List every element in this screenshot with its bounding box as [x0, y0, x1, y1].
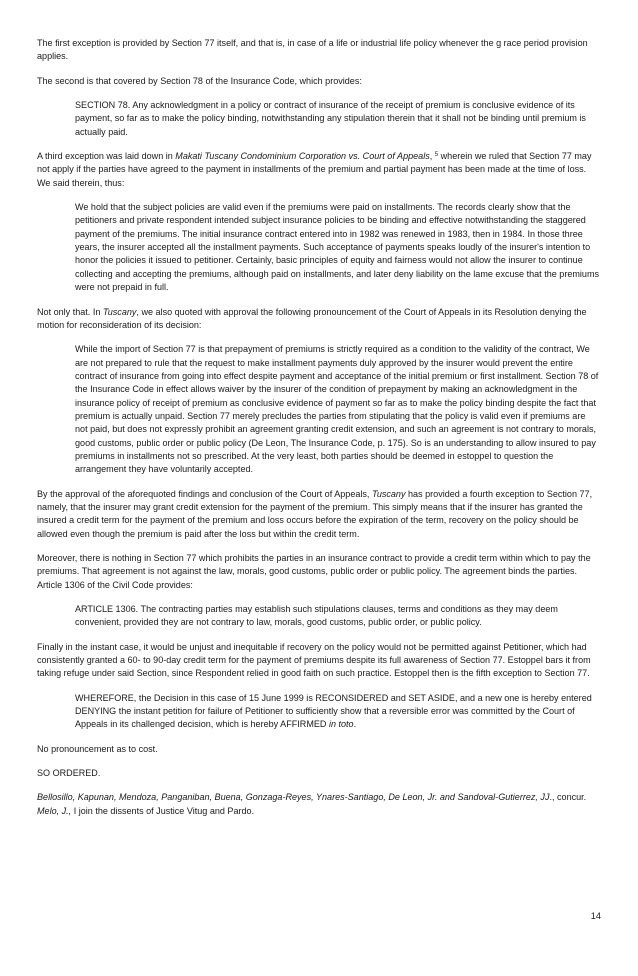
concurring-justices [37, 791, 599, 804]
quote-section-78: SECTION 78. Any acknowledgment in a policy or contract of insurance of the receipt of premium is conclusive evidence of its payment, so far as to make the policy binding, notwithstanding any stipulation therein that it shall not be binding until premium is actually paid. [75, 100, 586, 137]
text-segment: By the approval of the aforequoted findings and conclusion of the Court of Appeals, [37, 488, 372, 499]
paragraph-fourth-exception [37, 488, 599, 541]
dispositive-wherefore [37, 692, 599, 732]
text-segment: . [353, 719, 357, 730]
paragraph-third-exception [37, 150, 599, 190]
text-segment: ., concur. [549, 792, 587, 803]
page-number: 14 [590, 911, 601, 921]
text-segment: wherein we ruled that Section 77 may not apply if the parties have agreed to the payment in installments of the premium and partial payment has been made at the time of loss. We said therein, thus: [37, 151, 592, 188]
document-body [37, 37, 599, 818]
footnote-marker: 5 [434, 152, 439, 159]
paragraph-second-exception: The second is that covered by Section 78 of the Insurance Code, which provides: [37, 75, 362, 86]
paragraph-not-only-that [37, 306, 599, 333]
paragraph-fifth-exception: Finally in the instant case, it would be unjust and inequitable if recovery on the policy would not be permitted against Petitioner, which had consistently granted a 60- to 90-day credit term for the payment of premiums despite its full awareness of Section 77. Estoppel bars it from taking refuge under said Section, since Respondent relied in good faith on such practice. Estoppel then is the fifth exception to Section 77. [37, 641, 591, 679]
case-citation: Tuscany [102, 306, 137, 317]
text-segment: I join the dissents of Justice Vitug and Pardo. [71, 805, 255, 816]
paragraph-no-costs: No pronouncement as to cost. [37, 743, 158, 754]
melo-separate-opinion [37, 805, 599, 818]
text-segment: has provided a fourth exception to Section 77, namely, that the insurer may grant credit extension for the payment of the premium. This simply means that if the insurer has granted the insured a credit term for the payment of the premium and loss occurs before the expiration of the term, recovery on the policy should be allowed even though the premium is paid after the loss but within the credit term. [37, 488, 593, 539]
quote-tuscany-holding: We hold that the subject policies are valid even if the premiums were paid on installments. The records clearly show that the petitioners and private respondent intended subject insurance policies to be binding and effective notwithstanding the staggered payment of the premiums. The initial insurance contract entered into in 1982 was renewed in 1983, then in 1984. In those three years, the insurer accepted all the installment payments. Such acceptance of payments speaks loudly of the insurer's intention to honor the policies it issued to petitioner. Certainly, basic principles of equity and fairness would not allow the insurer to continue collecting and accepting the premiums, although paid on installments, and later deny liability on the lame excuse that the premiums were not prepaid in full. [75, 202, 600, 293]
justice-name: Melo, J., [37, 805, 72, 816]
paragraph-first-exception: The first exception is provided by Section 77 itself, and that is, in case of a life or industrial life policy whenever the g race period provision applies. [37, 38, 588, 62]
text-segment: WHEREFORE, the Decision in this case of 15 June 1999 is RECONSIDERED and SET ASIDE, and a new one is hereby entered DENYING the instant petition for failure of Petitioner to sufficiently show that a reversible error was committed by the Court of Appeals in its challenged decision, which is hereby AFFIRMED [75, 692, 592, 730]
text-segment: A third exception was laid down in [37, 151, 176, 162]
latin-term: in toto [328, 719, 354, 730]
paragraph-credit-term: Moreover, there is nothing in Section 77 which prohibits the parties in an insurance contract to provide a credit term within which to pay the premiums. That agreement is not against the law, morals, good customs, public order or public policy. The agreement binds the parties. Article 1306 of the Civil Code provides: [37, 553, 591, 590]
text-segment: Not only that. In [37, 306, 103, 317]
case-citation: Makati Tuscany Condominium Corporation vs. Court of Appeals [175, 151, 430, 162]
text-segment: , we also quoted with approval the following pronouncement of the Court of Appeals in its Resolution denying the motion for reconsideration of its decision: [37, 306, 587, 330]
justice-names: Bellosillo, Kapunan, Mendoza, Panganiban, Buena, Gonzaga-Reyes, Ynares-Santiago, De Leon, Jr. and Sandoval-Gutierrez, JJ [37, 792, 550, 803]
quote-court-of-appeals-resolution: While the import of Section 77 is that prepayment of premiums is strictly required as a condition to the validity of the contract, We are not prepared to rule that the request to make installment payments duly approved by the insurer would prevent the entire contract of insurance from going into effect despite payment and acceptance of the initial premium or first installment. Section 78 of the Insurance Code in effect allows waiver by the insurer of the condition of prepayment by making an acknowledgment in the insurance policy of receipt of premium as conclusive evidence of payment so far as to make the policy binding despite the fact that premium is actually unpaid. Section 77 merely precludes the parties from stipulating that the policy is valid even if premiums are not paid, but does not expressly prohibit an agreement granting credit extension, and such an agreement is not contrary to morals, good customs, public order or public policy (De Leon, The Insurance Code, p. 175). So is an understanding to allow insured to pay premiums in installments not so prescribed. At the very least, both parties should be deemed in estoppel to question the arrangement they have voluntarily accepted. [75, 344, 599, 475]
text-segment: , [429, 151, 435, 162]
paragraph-so-ordered: SO ORDERED. [37, 768, 101, 779]
case-citation: Tuscany [371, 488, 406, 499]
quote-article-1306: ARTICLE 1306. The contracting parties may establish such stipulations clauses, terms and conditions as they may deem convenient, provided they are not contrary to law, morals, good customs, public order, or public policy. [75, 604, 558, 628]
